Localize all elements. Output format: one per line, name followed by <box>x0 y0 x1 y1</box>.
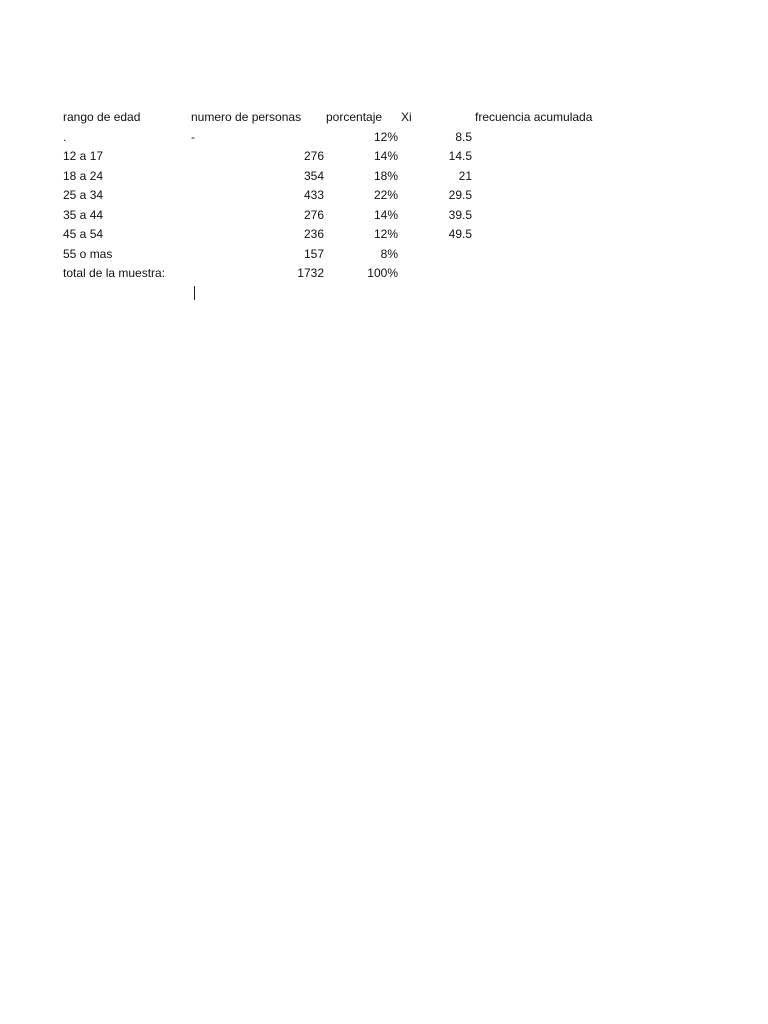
total-row <box>0 264 768 284</box>
cell-range: . <box>63 129 67 144</box>
cell-range: 35 a 44 <box>63 207 104 222</box>
cell-xi: 8.5 <box>455 129 472 144</box>
cell-people: 433 <box>303 188 324 202</box>
cell-range: 25 a 34 <box>63 188 104 202</box>
header-row <box>0 108 768 128</box>
cell-range: 18 a 24 <box>63 168 104 183</box>
table-row <box>0 147 768 167</box>
total-label: total de la muestra: <box>63 266 166 280</box>
cell-people: 276 <box>303 149 324 163</box>
cell-people: 236 <box>303 227 324 241</box>
table-row <box>0 225 768 245</box>
cell-percent: 12% <box>373 227 398 241</box>
cell-percent: 22% <box>373 188 398 202</box>
table-row <box>0 186 768 206</box>
cell-range: 12 a 17 <box>63 149 104 163</box>
total-people: 1732 <box>297 266 324 280</box>
cell-percent: 14% <box>373 149 398 163</box>
cell-xi: 21 <box>458 168 472 183</box>
header-freq: frecuencia acumulada <box>475 110 593 124</box>
header-percent: porcentaje <box>326 110 383 124</box>
cell-percent: 18% <box>373 168 398 183</box>
text-cursor <box>194 286 195 300</box>
cell-xi: 14.5 <box>448 149 472 163</box>
cell-percent: 8% <box>380 246 398 261</box>
data-table <box>0 108 768 284</box>
cell-percent: 12% <box>373 129 398 144</box>
cell-people: 157 <box>303 246 324 261</box>
table-row <box>0 206 768 226</box>
table-row <box>0 167 768 187</box>
cell-range: 45 a 54 <box>63 227 104 241</box>
cell-people: 276 <box>303 207 324 222</box>
cell-people: 354 <box>303 168 324 183</box>
table-row <box>0 128 768 148</box>
total-percent: 100% <box>367 266 398 280</box>
header-range: rango de edad <box>63 110 141 124</box>
cell-xi: 29.5 <box>448 188 472 202</box>
header-people: numero de personas <box>191 110 302 124</box>
cell-people: - <box>191 129 195 144</box>
cell-xi: 49.5 <box>448 227 472 241</box>
header-xi: Xi <box>401 110 412 124</box>
cell-percent: 14% <box>373 207 398 222</box>
cell-xi: 39.5 <box>448 207 472 222</box>
cell-range: 55 o mas <box>63 246 113 261</box>
table-row <box>0 245 768 265</box>
